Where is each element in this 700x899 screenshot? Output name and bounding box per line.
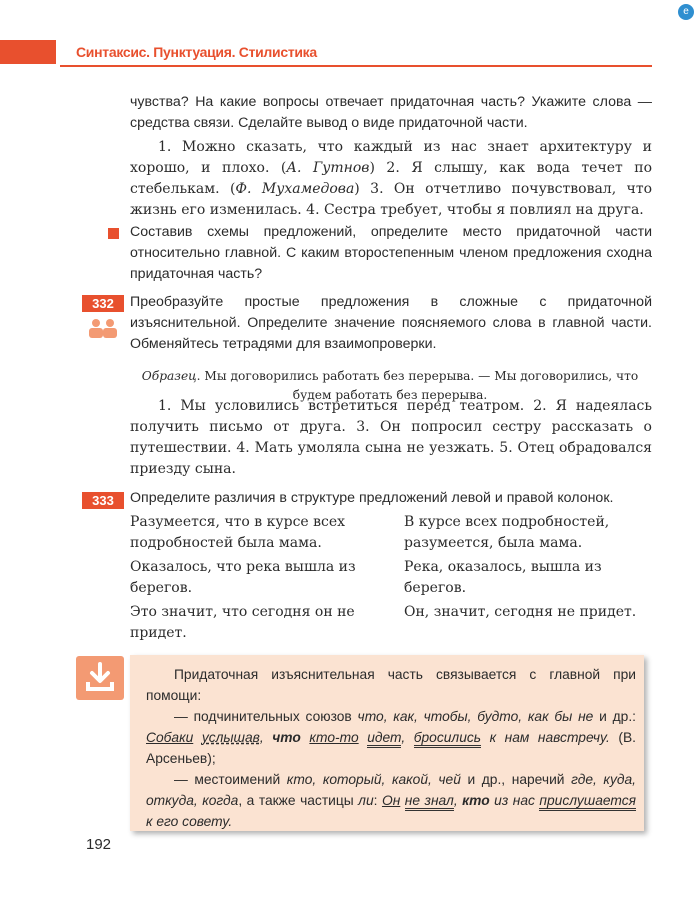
example2-middle: из нас	[489, 793, 540, 808]
exercise-333-task: Определите различия в структуре предложений левой и правой колонок.	[130, 490, 614, 506]
example2-pronoun: кто	[462, 793, 490, 808]
exercise-332-sentences: 1. Мы условились встретиться перед театром. 2. Я надеялась получить письмо от друга. 3. Он попросил сестру рассказать о путешествии. 4. Мать умоляла сына не уезжать. 5. Отец обрадовался приезду сына.	[130, 398, 652, 477]
ex331-author-1: А. Гутнов	[286, 160, 370, 176]
rule-adverbs: где, куда, откуда, когда	[146, 772, 636, 808]
left-item: Разумеется, что в курсе всех подробностей была мама.	[130, 514, 346, 551]
rule-intro: Придаточная изъяснительная часть связывается с главной при помощи:	[146, 667, 636, 703]
example1-comma: ,	[401, 730, 414, 745]
sample-label: Образец	[141, 369, 197, 384]
example1-comma: ,	[259, 730, 273, 745]
rule-p2-a: — местоимений	[174, 772, 287, 787]
intro-line-1: чувства? На какие вопросы отвечает придаточная часть? Укажите слова —	[130, 94, 652, 110]
sample-text: . Мы договорились работать без перерыва. — Мы договорились, что будем работать без перерыва.	[196, 369, 639, 403]
left-item: Оказалось, что река вышла из берегов.	[130, 559, 356, 596]
task-marker-icon	[108, 228, 119, 239]
rule-p2-c: , а также частицы	[238, 793, 359, 808]
rule-p2-d: :	[373, 793, 382, 808]
rule-point-2	[146, 769, 636, 832]
header-divider	[60, 65, 652, 67]
running-header-title: Синтаксис. Пунктуация. Стилистика	[76, 44, 317, 60]
rule-particle: ли	[358, 793, 374, 808]
exercise-333-number: 333	[82, 492, 124, 509]
example2-subject: Он	[381, 793, 401, 808]
rule-point-1	[146, 706, 636, 769]
example1-predicate-2: идет	[367, 730, 401, 748]
right-item: Река, оказалось, вышла из берегов.	[404, 559, 602, 596]
rule-conjunctions: что, как, чтобы, будто, как бы не	[357, 709, 594, 724]
ex331-author-2: Ф. Мухамедова	[235, 181, 355, 197]
example1-predicate: бросились	[414, 730, 481, 748]
publisher-logo-icon: e	[678, 4, 694, 20]
rule-download-icon	[76, 656, 124, 700]
example2-rest: к его совету.	[146, 814, 233, 829]
page-number: 192	[86, 836, 112, 853]
ex331-text-a: 1. Можно сказать, что каждый из нас знает архитектуру и хорошо, и плохо. (	[130, 139, 652, 176]
example1-subject: Собаки	[146, 730, 194, 745]
example1-subject-2: кто-то	[309, 730, 359, 745]
ex331-text-b: ) 2. Я слышу, как вода течет по стебелькам. (	[130, 160, 653, 197]
example1-source: (В. Арсеньев);	[146, 730, 636, 766]
example1-space	[359, 730, 368, 745]
example1-participle: услышав	[201, 730, 260, 745]
left-column	[130, 512, 370, 644]
example2-predicate-2: прислушается	[539, 793, 636, 811]
rule-p2-b: и др., наречий	[460, 772, 572, 787]
rule-p1-a: — подчинительных союзов	[174, 709, 358, 724]
rule-pronouns: кто, который, какой, чей	[286, 772, 461, 787]
header-accent-bar	[0, 40, 56, 64]
left-item: Это значит, что сегодня он не придет.	[130, 604, 355, 641]
intro-line-2: средства связи. Сделайте вывод о виде придаточной части.	[130, 115, 528, 131]
example2-comma: ,	[453, 793, 463, 808]
right-column	[404, 512, 644, 623]
right-item: В курсе всех подробностей, разумеется, была мама.	[404, 514, 610, 551]
exercise-331-sentences	[130, 137, 652, 221]
example2-predicate: не знал	[405, 793, 454, 811]
pair-work-icon	[86, 318, 120, 338]
intro-text	[130, 92, 652, 134]
exercise-332-task: Преобразуйте простые предложения в сложные с придаточной изъяснительной. Определите значение поясняемого слова в главной части. Обменяйтесь тетрадями для взаимопроверки.	[130, 294, 652, 352]
example1-rest: к нам навстречу.	[481, 730, 610, 745]
rule-p1-b: и др.:	[593, 709, 636, 724]
right-item: Он, значит, сегодня не придет.	[404, 604, 637, 620]
example1-conjunction: что	[272, 730, 301, 745]
example1-space	[193, 730, 202, 745]
ex331-text-c: ) 3. Он отчетливо почувствовал, что жизнь его изменилась. 4. Сестра требует, чтобы я повлиял на друга.	[130, 181, 652, 218]
schemes-task: Составив схемы предложений, определите место придаточной части относительно главной. С каким второстепенным членом предложения сходна придаточная часть?	[130, 224, 652, 282]
exercise-332-number: 332	[82, 295, 124, 312]
